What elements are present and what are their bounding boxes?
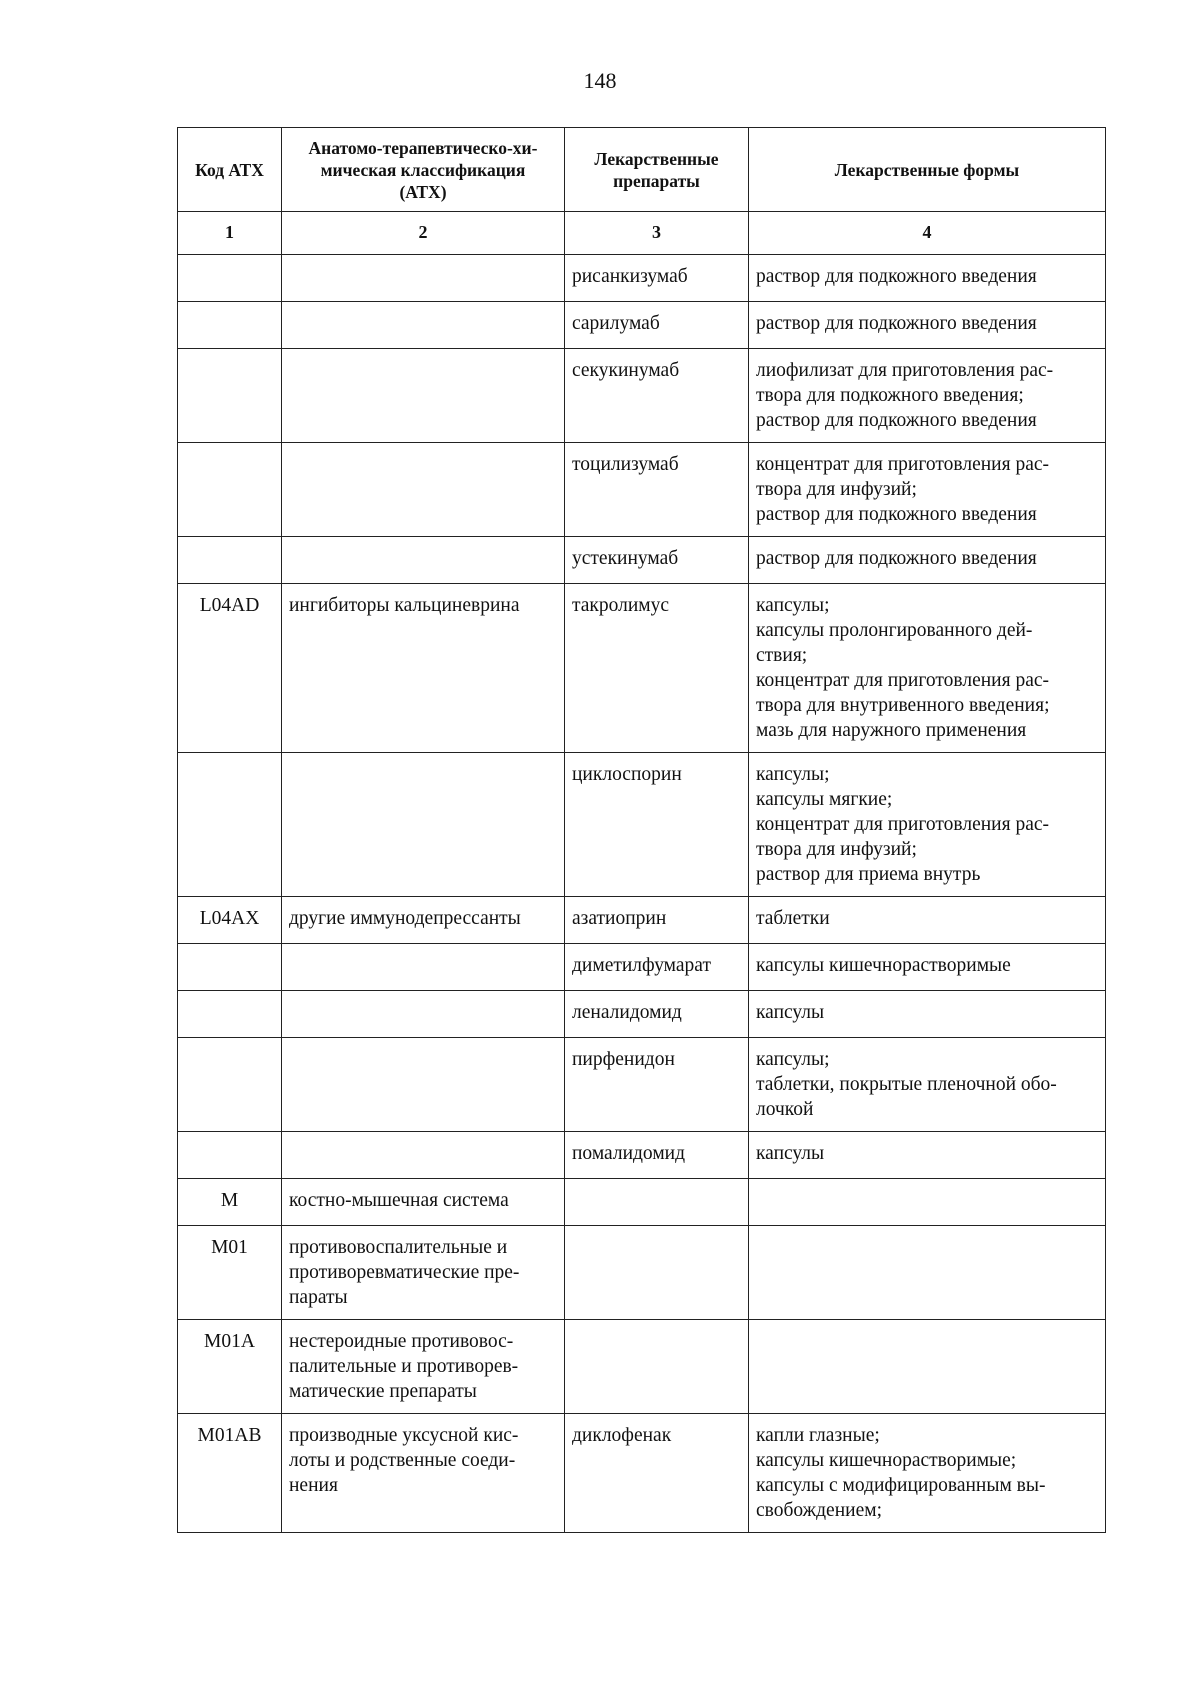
dosage-form-line: капсулы кишечнорастворимые; — [756, 1450, 1017, 1471]
dosage-form-line: твора для подкожного введения; — [756, 385, 1024, 406]
dosage-form-line: ствия; — [756, 645, 808, 666]
drug-name-cell: диметилфумарат — [565, 944, 749, 991]
table-row — [178, 1132, 1106, 1179]
drug-name-cell: рисанкизумаб — [565, 255, 749, 302]
atx-code-cell — [178, 302, 282, 349]
dosage-form-line: раствор для подкожного введения — [756, 313, 1037, 334]
atx-classification-cell — [282, 1038, 565, 1132]
dosage-form-line: капсулы пролонгированного дей- — [756, 620, 1033, 641]
header-dosage-forms — [749, 128, 1106, 212]
atx-code-cell — [178, 537, 282, 584]
dosage-form-line: капсулы кишечнорастворимые — [756, 955, 1011, 976]
classification-line: костно-мышечная система — [289, 1190, 509, 1211]
atx-classification-cell — [282, 349, 565, 443]
atx-classification-cell — [282, 944, 565, 991]
dosage-forms-cell — [749, 944, 1106, 991]
dosage-form-line: раствор для подкожного введения — [756, 410, 1037, 431]
atx-code-cell: L04AX — [178, 897, 282, 944]
atx-code-cell: M01A — [178, 1320, 282, 1414]
dosage-form-line: капсулы — [756, 1002, 825, 1023]
page-number: 148 — [583, 68, 617, 93]
atx-classification-cell — [282, 302, 565, 349]
dosage-forms-cell — [749, 753, 1106, 897]
header-atx-code — [178, 128, 282, 212]
drug-name-cell: помалидомид — [565, 1132, 749, 1179]
atx-classification-cell — [282, 1226, 565, 1320]
table-header-row — [178, 128, 1106, 212]
drug-name-cell: циклоспорин — [565, 753, 749, 897]
classification-line: противовоспалительные и — [289, 1237, 508, 1258]
atx-classification-cell — [282, 753, 565, 897]
dosage-form-line: таблетки, покрытые пленочной обо- — [756, 1074, 1057, 1095]
dosage-form-line: капсулы; — [756, 1049, 830, 1070]
drug-name-cell — [565, 1226, 749, 1320]
dosage-form-line: лиофилизат для приготовления рас- — [756, 360, 1054, 381]
drug-name-cell: пирфенидон — [565, 1038, 749, 1132]
dosage-form-line: капсулы мягкие; — [756, 789, 893, 810]
drug-name-cell: такролимус — [565, 584, 749, 753]
atx-code-cell — [178, 1038, 282, 1132]
atx-classification-cell — [282, 1132, 565, 1179]
classification-line: противоревматические пре- — [289, 1262, 520, 1283]
drug-name-cell: диклофенак — [565, 1414, 749, 1533]
column-number-row — [178, 212, 1106, 255]
atx-code-cell — [178, 1132, 282, 1179]
table-row — [178, 1179, 1106, 1226]
dosage-form-line: твора для инфузий; — [756, 839, 917, 860]
atx-classification-cell — [282, 1179, 565, 1226]
atx-code-cell: L04AD — [178, 584, 282, 753]
table-row — [178, 944, 1106, 991]
dosage-form-line: концентрат для приготовления рас- — [756, 670, 1049, 691]
dosage-forms-cell — [749, 302, 1106, 349]
dosage-form-line: раствор для подкожного введения — [756, 548, 1037, 569]
table-body — [178, 255, 1106, 1533]
classification-line: ингибиторы кальциневрина — [289, 595, 520, 616]
atx-classification-cell — [282, 1320, 565, 1414]
classification-line: лоты и родственные соеди- — [289, 1450, 516, 1471]
header-text-line: (АТХ) — [399, 181, 447, 202]
table-row — [178, 753, 1106, 897]
header-text-line: мическая классификация — [320, 159, 526, 180]
dosage-forms-cell — [749, 584, 1106, 753]
table-row — [178, 584, 1106, 753]
atx-classification-cell — [282, 897, 565, 944]
dosage-forms-cell — [749, 1132, 1106, 1179]
drug-name-cell — [565, 1320, 749, 1414]
table-row — [178, 1038, 1106, 1132]
classification-line: матические препараты — [289, 1381, 477, 1402]
header-text-line: Код АТХ — [195, 159, 264, 180]
atx-code-cell — [178, 349, 282, 443]
atx-classification-cell — [282, 1414, 565, 1533]
dosage-forms-cell — [749, 255, 1106, 302]
atx-code-cell — [178, 944, 282, 991]
classification-line: производные уксусной кис- — [289, 1425, 519, 1446]
column-number: 1 — [178, 212, 282, 255]
dosage-form-line: концентрат для приготовления рас- — [756, 454, 1049, 475]
drug-name-cell: секукинумаб — [565, 349, 749, 443]
dosage-forms-cell — [749, 1038, 1106, 1132]
dosage-form-line: капсулы; — [756, 764, 830, 785]
table-row — [178, 537, 1106, 584]
table-row — [178, 1320, 1106, 1414]
atx-code-cell — [178, 443, 282, 537]
dosage-forms-cell — [749, 537, 1106, 584]
column-number: 4 — [749, 212, 1106, 255]
dosage-form-line: твора для инфузий; — [756, 479, 917, 500]
atx-classification-cell — [282, 537, 565, 584]
classification-line: параты — [289, 1287, 348, 1308]
table-row — [178, 302, 1106, 349]
drug-name-cell: леналидомид — [565, 991, 749, 1038]
classification-line: другие иммунодепрессанты — [289, 908, 521, 929]
drug-name-cell: устекинумаб — [565, 537, 749, 584]
header-text-line: Анатомо-терапевтическо-хи- — [308, 137, 538, 158]
table-row — [178, 1414, 1106, 1533]
dosage-form-line: свобождением; — [756, 1500, 882, 1521]
table-row — [178, 1226, 1106, 1320]
atx-code-cell — [178, 991, 282, 1038]
atx-drug-table — [177, 127, 1106, 1533]
header-atx-classification — [282, 128, 565, 212]
classification-line: палительные и противорев- — [289, 1356, 519, 1377]
table-row — [178, 349, 1106, 443]
dosage-form-line: таблетки — [756, 908, 830, 929]
header-text-line: препараты — [613, 170, 700, 191]
dosage-forms-cell — [749, 443, 1106, 537]
dosage-form-line: капсулы — [756, 1143, 825, 1164]
atx-classification-cell — [282, 255, 565, 302]
table-row — [178, 443, 1106, 537]
drug-name-cell — [565, 1179, 749, 1226]
dosage-forms-cell — [749, 897, 1106, 944]
dosage-form-line: капли глазные; — [756, 1425, 880, 1446]
dosage-form-line: капсулы; — [756, 595, 830, 616]
classification-line: нения — [289, 1475, 338, 1496]
header-drugs — [565, 128, 749, 212]
header-text-line: Лекарственные — [594, 148, 719, 169]
atx-code-cell: M01AB — [178, 1414, 282, 1533]
classification-line: нестероидные противовос- — [289, 1331, 514, 1352]
drug-name-cell: тоцилизумаб — [565, 443, 749, 537]
dosage-form-line: концентрат для приготовления рас- — [756, 814, 1049, 835]
atx-code-cell: M01 — [178, 1226, 282, 1320]
dosage-form-line: лочкой — [756, 1099, 814, 1120]
atx-classification-cell — [282, 991, 565, 1038]
column-number: 3 — [565, 212, 749, 255]
dosage-forms-cell — [749, 1179, 1106, 1226]
dosage-form-line: раствор для приема внутрь — [756, 864, 981, 885]
table-row — [178, 255, 1106, 302]
atx-code-cell — [178, 255, 282, 302]
dosage-form-line: твора для внутривенного введения; — [756, 695, 1050, 716]
dosage-forms-cell — [749, 991, 1106, 1038]
dosage-form-line: капсулы с модифицированным вы- — [756, 1475, 1046, 1496]
table-row — [178, 991, 1106, 1038]
atx-code-cell — [178, 753, 282, 897]
dosage-form-line: раствор для подкожного введения — [756, 266, 1037, 287]
dosage-forms-cell — [749, 1226, 1106, 1320]
dosage-forms-cell — [749, 1414, 1106, 1533]
drug-name-cell: азатиоприн — [565, 897, 749, 944]
column-number: 2 — [282, 212, 565, 255]
dosage-forms-cell — [749, 349, 1106, 443]
table-row — [178, 897, 1106, 944]
drug-name-cell: сарилумаб — [565, 302, 749, 349]
dosage-form-line: раствор для подкожного введения — [756, 504, 1037, 525]
dosage-form-line: мазь для наружного применения — [756, 720, 1027, 741]
atx-classification-cell — [282, 443, 565, 537]
atx-code-cell: M — [178, 1179, 282, 1226]
header-text-line: Лекарственные формы — [834, 159, 1020, 180]
atx-classification-cell — [282, 584, 565, 753]
dosage-forms-cell — [749, 1320, 1106, 1414]
